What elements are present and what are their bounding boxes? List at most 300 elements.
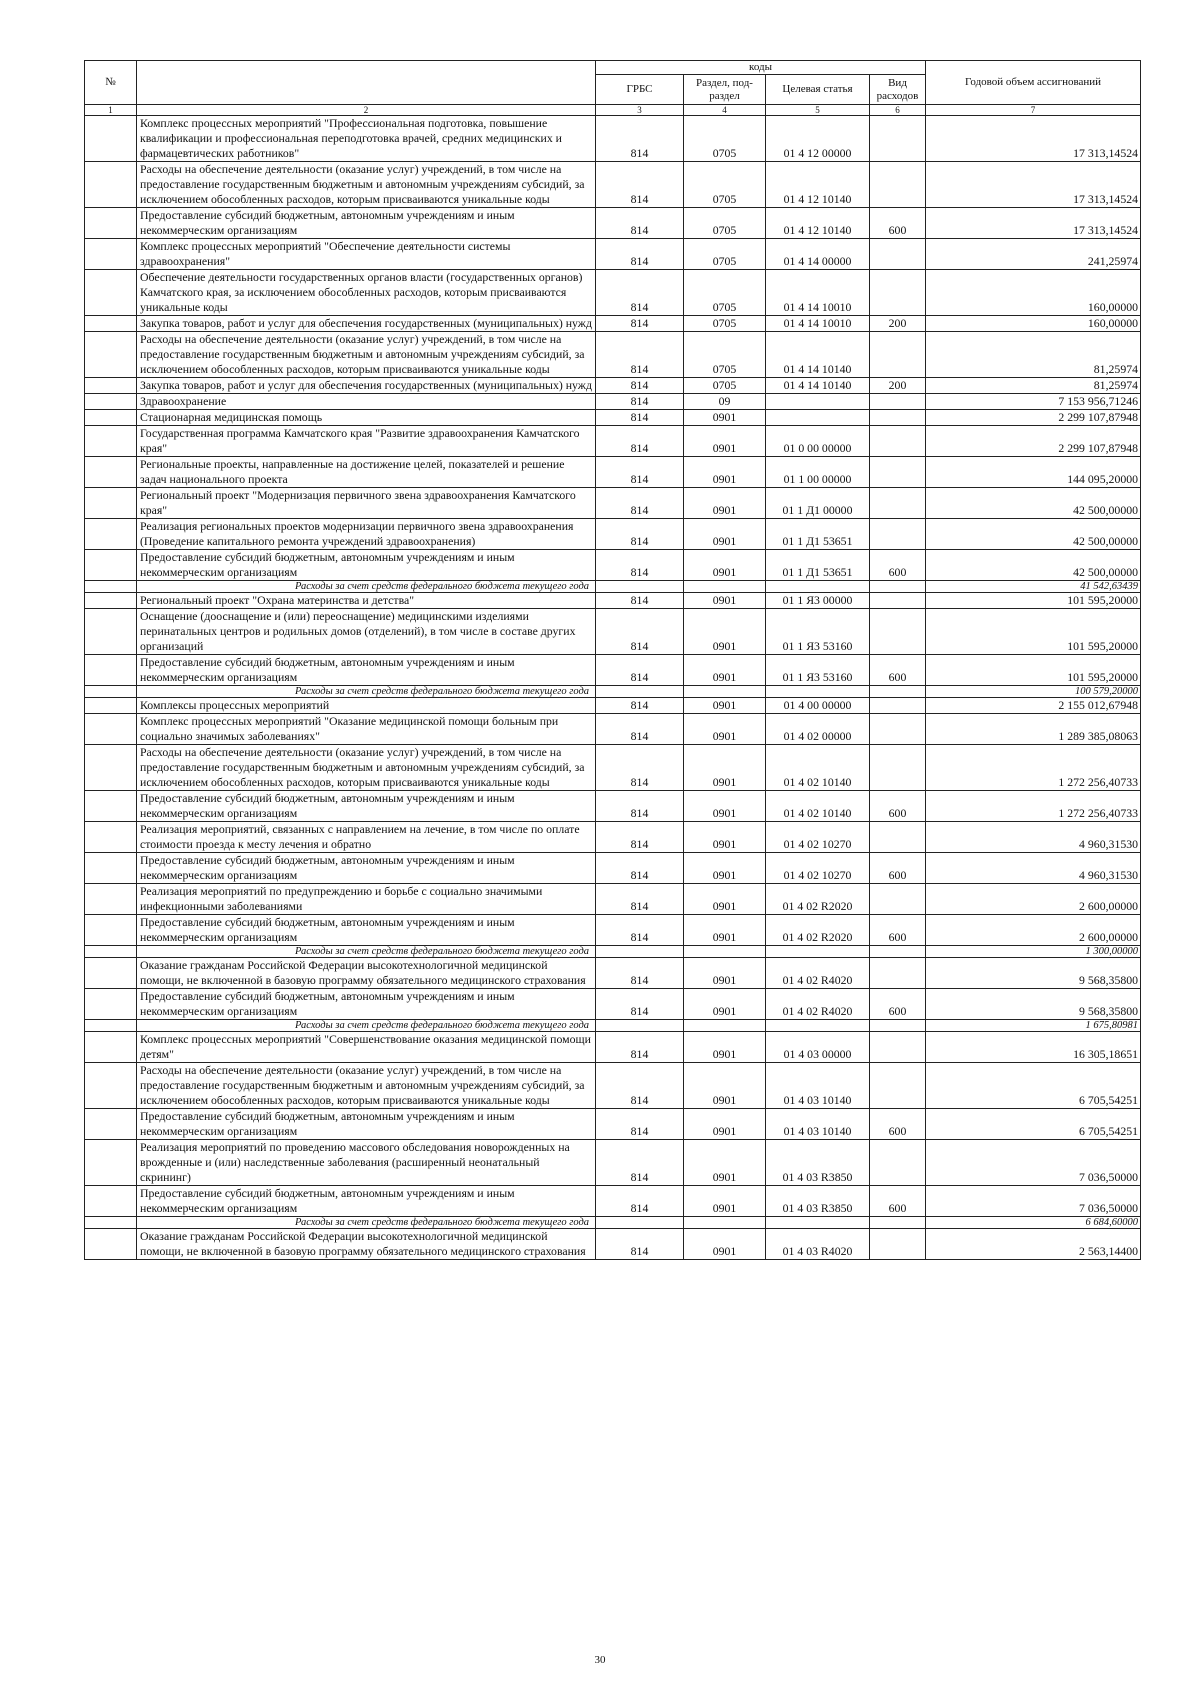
- row-target: 01 1 Д1 00000: [766, 488, 870, 519]
- row-section: [684, 1217, 766, 1229]
- table-row: [85, 593, 1141, 609]
- table-row: [85, 745, 1141, 791]
- row-amount: 9 568,35800: [926, 989, 1141, 1020]
- header-no: №: [85, 61, 137, 105]
- row-amount: 42 500,00000: [926, 488, 1141, 519]
- row-exp-type: 200: [870, 316, 926, 332]
- row-amount: 101 595,20000: [926, 593, 1141, 609]
- row-section: 0705: [684, 162, 766, 208]
- row-section: 0901: [684, 488, 766, 519]
- row-number: [85, 116, 137, 162]
- row-exp-type: 600: [870, 655, 926, 686]
- row-number: [85, 1140, 137, 1186]
- row-name: Предоставление субсидий бюджетным, автономным учреждениям и иным некоммерческим организациям: [137, 989, 596, 1020]
- row-section: 0901: [684, 1063, 766, 1109]
- row-target: 01 4 12 10140: [766, 162, 870, 208]
- row-name: Предоставление субсидий бюджетным, автономным учреждениям и иным некоммерческим организациям: [137, 550, 596, 581]
- table-row: [85, 884, 1141, 915]
- row-target: 01 4 02 10270: [766, 853, 870, 884]
- row-section: 09: [684, 394, 766, 410]
- row-name: Расходы за счет средств федерального бюджета текущего года: [137, 1217, 596, 1229]
- row-section: 0901: [684, 958, 766, 989]
- row-target: 01 4 02 00000: [766, 714, 870, 745]
- row-target: 01 4 00 00000: [766, 698, 870, 714]
- row-number: [85, 1186, 137, 1217]
- row-name: Реализация мероприятий, связанных с направлением на лечение, в том числе по оплате стоимости проезда к месту лечения и обратно: [137, 822, 596, 853]
- row-name: Предоставление субсидий бюджетным, автономным учреждениям и иным некоммерческим организациям: [137, 915, 596, 946]
- row-grbs: 814: [596, 884, 684, 915]
- row-amount: 7 153 956,71246: [926, 394, 1141, 410]
- row-name: Государственная программа Камчатского края "Развитие здравоохранения Камчатского края": [137, 426, 596, 457]
- row-number: [85, 958, 137, 989]
- row-amount: 9 568,35800: [926, 958, 1141, 989]
- row-section: 0901: [684, 593, 766, 609]
- row-number: [85, 686, 137, 698]
- row-number: [85, 519, 137, 550]
- row-name: Расходы на обеспечение деятельности (оказание услуг) учреждений, в том числе на предоставление государственным бюджетным и автономным учреждениям субсидий, за исключением обособленных расходов, которым присваиваются уникальные коды: [137, 162, 596, 208]
- row-exp-type: 200: [870, 378, 926, 394]
- row-number: [85, 1217, 137, 1229]
- table-row: [85, 1140, 1141, 1186]
- header-volume: Годовой объем ассигнований: [926, 61, 1141, 105]
- row-name: Предоставление субсидий бюджетным, автономным учреждениям и иным некоммерческим организациям: [137, 853, 596, 884]
- row-target: 01 1 Д1 53651: [766, 519, 870, 550]
- row-number: [85, 915, 137, 946]
- row-name: Предоставление субсидий бюджетным, автономным учреждениям и иным некоммерческим организациям: [137, 1109, 596, 1140]
- row-section: 0901: [684, 884, 766, 915]
- row-target: 01 4 14 10010: [766, 316, 870, 332]
- row-exp-type: [870, 745, 926, 791]
- row-target: 01 4 03 R4020: [766, 1229, 870, 1260]
- row-target: 01 4 14 10010: [766, 270, 870, 316]
- row-target: 01 4 03 10140: [766, 1109, 870, 1140]
- row-name: Расходы на обеспечение деятельности (оказание услуг) учреждений, в том числе на предоставление государственным бюджетным и автономным учреждениям субсидий, за исключением обособленных расходов, которым присваиваются уникальные коды: [137, 332, 596, 378]
- table-row: [85, 1186, 1141, 1217]
- table-row: [85, 609, 1141, 655]
- row-target: 01 1 00 00000: [766, 457, 870, 488]
- row-name: Региональный проект "Охрана материнства и детства": [137, 593, 596, 609]
- row-target: 01 4 02 10270: [766, 822, 870, 853]
- row-exp-type: [870, 946, 926, 958]
- row-section: 0901: [684, 1186, 766, 1217]
- row-section: 0705: [684, 332, 766, 378]
- row-amount: 4 960,31530: [926, 853, 1141, 884]
- row-target: 01 1 Я3 00000: [766, 593, 870, 609]
- row-name: Реализация мероприятий по проведению массового обследования новорожденных на врожденные и (или) наследственные заболевания (расширенный неонатальный скрининг): [137, 1140, 596, 1186]
- row-exp-type: [870, 822, 926, 853]
- row-exp-type: [870, 410, 926, 426]
- table-row: [85, 791, 1141, 822]
- row-exp-type: [870, 1140, 926, 1186]
- row-name: Предоставление субсидий бюджетным, автономным учреждениям и иным некоммерческим организациям: [137, 208, 596, 239]
- row-grbs: 814: [596, 550, 684, 581]
- row-target: 01 0 00 00000: [766, 426, 870, 457]
- col-number: 3: [596, 105, 684, 116]
- table-row: [85, 989, 1141, 1020]
- row-target: 01 1 Я3 53160: [766, 655, 870, 686]
- row-section: [684, 1020, 766, 1032]
- row-number: [85, 270, 137, 316]
- row-number: [85, 581, 137, 593]
- table-row: [85, 270, 1141, 316]
- row-amount: 2 299 107,87948: [926, 426, 1141, 457]
- row-grbs: 814: [596, 488, 684, 519]
- row-exp-type: [870, 698, 926, 714]
- row-amount: 101 595,20000: [926, 609, 1141, 655]
- table-row: [85, 488, 1141, 519]
- row-section: 0901: [684, 457, 766, 488]
- row-exp-type: [870, 116, 926, 162]
- row-amount: 16 305,18651: [926, 1032, 1141, 1063]
- row-number: [85, 698, 137, 714]
- row-section: 0705: [684, 208, 766, 239]
- row-section: 0705: [684, 116, 766, 162]
- row-grbs: 814: [596, 698, 684, 714]
- row-target: 01 4 02 R2020: [766, 915, 870, 946]
- row-exp-type: [870, 958, 926, 989]
- table-row: [85, 1032, 1141, 1063]
- col-number: 5: [766, 105, 870, 116]
- row-grbs: 814: [596, 316, 684, 332]
- row-exp-type: 600: [870, 853, 926, 884]
- row-amount: 2 299 107,87948: [926, 410, 1141, 426]
- row-amount: 2 600,00000: [926, 884, 1141, 915]
- row-exp-type: [870, 1020, 926, 1032]
- row-exp-type: 600: [870, 1109, 926, 1140]
- row-exp-type: [870, 1217, 926, 1229]
- row-number: [85, 1109, 137, 1140]
- row-number: [85, 1032, 137, 1063]
- table-body: [85, 116, 1141, 1260]
- row-section: 0901: [684, 410, 766, 426]
- row-number: [85, 609, 137, 655]
- row-section: 0705: [684, 270, 766, 316]
- table-row: [85, 698, 1141, 714]
- row-target: 01 4 03 00000: [766, 1032, 870, 1063]
- row-name: Комплексы процессных мероприятий: [137, 698, 596, 714]
- federal-funds-row: [85, 686, 1141, 698]
- row-target: [766, 410, 870, 426]
- row-grbs: 814: [596, 1229, 684, 1260]
- row-exp-type: [870, 457, 926, 488]
- row-number: [85, 822, 137, 853]
- row-section: 0901: [684, 550, 766, 581]
- row-amount: 101 595,20000: [926, 655, 1141, 686]
- row-name: Предоставление субсидий бюджетным, автономным учреждениям и иным некоммерческим организациям: [137, 791, 596, 822]
- row-target: [766, 394, 870, 410]
- row-name: Здравоохранение: [137, 394, 596, 410]
- col-number: 2: [137, 105, 596, 116]
- row-grbs: 814: [596, 989, 684, 1020]
- row-section: 0901: [684, 822, 766, 853]
- row-target: 01 4 02 10140: [766, 745, 870, 791]
- row-name: Расходы за счет средств федерального бюджета текущего года: [137, 946, 596, 958]
- row-grbs: 814: [596, 791, 684, 822]
- row-exp-type: [870, 581, 926, 593]
- row-section: 0901: [684, 745, 766, 791]
- row-amount: 17 313,14524: [926, 208, 1141, 239]
- row-exp-type: 600: [870, 550, 926, 581]
- row-name: Комплекс процессных мероприятий "Совершенствование оказания медицинской помощи детям": [137, 1032, 596, 1063]
- row-target: 01 4 02 10140: [766, 791, 870, 822]
- row-section: [684, 581, 766, 593]
- row-grbs: 814: [596, 457, 684, 488]
- row-exp-type: 600: [870, 915, 926, 946]
- header-exp-type: Вид расходов: [870, 75, 926, 105]
- row-exp-type: [870, 162, 926, 208]
- row-amount: 42 500,00000: [926, 519, 1141, 550]
- row-target: 01 4 14 10140: [766, 378, 870, 394]
- row-number: [85, 550, 137, 581]
- row-number: [85, 488, 137, 519]
- row-amount: 7 036,50000: [926, 1186, 1141, 1217]
- row-grbs: 814: [596, 239, 684, 270]
- row-target: 01 1 Д1 53651: [766, 550, 870, 581]
- row-exp-type: [870, 686, 926, 698]
- row-name: Закупка товаров, работ и услуг для обеспечения государственных (муниципальных) нужд: [137, 378, 596, 394]
- table-row: [85, 1109, 1141, 1140]
- row-amount: 1 289 385,08063: [926, 714, 1141, 745]
- row-section: [684, 686, 766, 698]
- row-name: Расходы на обеспечение деятельности (оказание услуг) учреждений, в том числе на предоставление государственным бюджетным и автономным учреждениям субсидий, за исключением обособленных расходов, которым присваиваются уникальные коды: [137, 1063, 596, 1109]
- table-row: [85, 714, 1141, 745]
- table-header: [85, 61, 1141, 116]
- header-section: Раздел, под-раздел: [684, 75, 766, 105]
- row-number: [85, 316, 137, 332]
- row-grbs: 814: [596, 1186, 684, 1217]
- row-target: [766, 686, 870, 698]
- col-number: 1: [85, 105, 137, 116]
- row-number: [85, 162, 137, 208]
- row-exp-type: 600: [870, 1186, 926, 1217]
- budget-table: [84, 60, 1141, 1260]
- row-amount: 2 155 012,67948: [926, 698, 1141, 714]
- row-number: [85, 791, 137, 822]
- table-row: [85, 915, 1141, 946]
- row-target: 01 4 14 10140: [766, 332, 870, 378]
- row-grbs: 814: [596, 609, 684, 655]
- header-name: [137, 61, 596, 105]
- row-section: 0901: [684, 853, 766, 884]
- row-grbs: 814: [596, 714, 684, 745]
- row-number: [85, 1063, 137, 1109]
- row-number: [85, 745, 137, 791]
- col-number: 4: [684, 105, 766, 116]
- row-grbs: 814: [596, 745, 684, 791]
- row-exp-type: [870, 519, 926, 550]
- row-number: [85, 239, 137, 270]
- row-target: 01 4 03 R3850: [766, 1186, 870, 1217]
- row-number: [85, 332, 137, 378]
- row-section: 0901: [684, 609, 766, 655]
- row-amount: 1 300,00000: [926, 946, 1141, 958]
- row-grbs: 814: [596, 1032, 684, 1063]
- row-section: 0901: [684, 426, 766, 457]
- row-amount: 17 313,14524: [926, 162, 1141, 208]
- row-name: Региональный проект "Модернизация первичного звена здравоохранения Камчатского края": [137, 488, 596, 519]
- table-row: [85, 426, 1141, 457]
- table-row: [85, 853, 1141, 884]
- row-name: Региональные проекты, направленные на достижение целей, показателей и решение задач национального проекта: [137, 457, 596, 488]
- row-number: [85, 946, 137, 958]
- table-row: [85, 958, 1141, 989]
- row-number: [85, 989, 137, 1020]
- table-row: [85, 116, 1141, 162]
- row-exp-type: 600: [870, 989, 926, 1020]
- row-grbs: 814: [596, 593, 684, 609]
- row-grbs: 814: [596, 208, 684, 239]
- row-exp-type: [870, 593, 926, 609]
- table-row: [85, 410, 1141, 426]
- row-target: 01 4 02 R4020: [766, 958, 870, 989]
- row-grbs: 814: [596, 915, 684, 946]
- row-section: 0705: [684, 316, 766, 332]
- header-grbs: ГРБС: [596, 75, 684, 105]
- row-number: [85, 426, 137, 457]
- federal-funds-row: [85, 946, 1141, 958]
- table-row: [85, 394, 1141, 410]
- row-section: 0901: [684, 1140, 766, 1186]
- row-section: 0901: [684, 1032, 766, 1063]
- row-grbs: 814: [596, 519, 684, 550]
- row-amount: 42 500,00000: [926, 550, 1141, 581]
- row-exp-type: [870, 1032, 926, 1063]
- row-target: 01 4 12 00000: [766, 116, 870, 162]
- row-name: Расходы на обеспечение деятельности (оказание услуг) учреждений, в том числе на предоставление государственным бюджетным и автономным учреждениям субсидий, за исключением обособленных расходов, которым присваиваются уникальные коды: [137, 745, 596, 791]
- row-amount: 6 705,54251: [926, 1109, 1141, 1140]
- table-row: [85, 655, 1141, 686]
- row-exp-type: [870, 488, 926, 519]
- row-name: Оказание гражданам Российской Федерации высокотехнологичной медицинской помощи, не включенной в базовую программу обязательного медицинского страхования: [137, 958, 596, 989]
- row-exp-type: [870, 609, 926, 655]
- row-grbs: 814: [596, 332, 684, 378]
- row-amount: 160,00000: [926, 316, 1141, 332]
- row-name: Предоставление субсидий бюджетным, автономным учреждениям и иным некоммерческим организациям: [137, 1186, 596, 1217]
- table-row: [85, 378, 1141, 394]
- row-amount: 7 036,50000: [926, 1140, 1141, 1186]
- row-amount: 17 313,14524: [926, 116, 1141, 162]
- row-exp-type: [870, 1063, 926, 1109]
- row-section: 0901: [684, 655, 766, 686]
- row-number: [85, 884, 137, 915]
- row-amount: 6 684,60000: [926, 1217, 1141, 1229]
- row-target: [766, 1020, 870, 1032]
- row-amount: 144 095,20000: [926, 457, 1141, 488]
- federal-funds-row: [85, 581, 1141, 593]
- table-row: [85, 822, 1141, 853]
- row-grbs: 814: [596, 426, 684, 457]
- row-amount: 2 563,14400: [926, 1229, 1141, 1260]
- row-number: [85, 655, 137, 686]
- row-exp-type: 600: [870, 791, 926, 822]
- row-name: Оснащение (дооснащение и (или) переоснащение) медицинскими изделиями перинатальных центров и родильных домов (отделений), в том числе в составе других организаций: [137, 609, 596, 655]
- row-grbs: 814: [596, 378, 684, 394]
- row-name: Расходы за счет средств федерального бюджета текущего года: [137, 1020, 596, 1032]
- table-row: [85, 239, 1141, 270]
- row-amount: 1 675,80981: [926, 1020, 1141, 1032]
- table-row: [85, 457, 1141, 488]
- row-section: 0901: [684, 714, 766, 745]
- header-codes: коды: [596, 61, 926, 75]
- row-exp-type: [870, 1229, 926, 1260]
- row-number: [85, 378, 137, 394]
- table-row: [85, 550, 1141, 581]
- table-row: [85, 1063, 1141, 1109]
- row-grbs: [596, 686, 684, 698]
- row-section: 0901: [684, 791, 766, 822]
- federal-funds-row: [85, 1020, 1141, 1032]
- row-grbs: 814: [596, 853, 684, 884]
- row-name: Комплекс процессных мероприятий "Профессиональная подготовка, повышение квалификации и профессиональная переподготовка врачей, средних медицинских и фармацевтических работников": [137, 116, 596, 162]
- row-name: Стационарная медицинская помощь: [137, 410, 596, 426]
- row-amount: 241,25974: [926, 239, 1141, 270]
- row-section: [684, 946, 766, 958]
- row-amount: 100 579,20000: [926, 686, 1141, 698]
- row-number: [85, 457, 137, 488]
- row-exp-type: [870, 394, 926, 410]
- row-grbs: [596, 946, 684, 958]
- row-amount: 1 272 256,40733: [926, 745, 1141, 791]
- row-name: Комплекс процессных мероприятий "Оказание медицинской помощи больным при социально значимых заболеваниях": [137, 714, 596, 745]
- row-grbs: 814: [596, 270, 684, 316]
- row-name: Расходы за счет средств федерального бюджета текущего года: [137, 581, 596, 593]
- row-grbs: 814: [596, 116, 684, 162]
- col-number: 7: [926, 105, 1141, 116]
- row-name: Реализация мероприятий по предупреждению и борьбе с социально значимыми инфекционными заболеваниями: [137, 884, 596, 915]
- row-amount: 1 272 256,40733: [926, 791, 1141, 822]
- row-exp-type: [870, 270, 926, 316]
- row-section: 0901: [684, 698, 766, 714]
- page-number: 30: [594, 1654, 606, 1666]
- budget-table-sheet: [84, 60, 1140, 1260]
- row-exp-type: [870, 714, 926, 745]
- row-number: [85, 1229, 137, 1260]
- row-grbs: 814: [596, 1063, 684, 1109]
- row-name: Закупка товаров, работ и услуг для обеспечения государственных (муниципальных) нужд: [137, 316, 596, 332]
- row-target: [766, 581, 870, 593]
- row-grbs: 814: [596, 1109, 684, 1140]
- table-row: [85, 208, 1141, 239]
- row-exp-type: [870, 426, 926, 457]
- row-target: 01 4 03 10140: [766, 1063, 870, 1109]
- row-name: Предоставление субсидий бюджетным, автономным учреждениям и иным некоммерческим организациям: [137, 655, 596, 686]
- table-row: [85, 162, 1141, 208]
- row-target: [766, 946, 870, 958]
- row-exp-type: 600: [870, 208, 926, 239]
- row-amount: 6 705,54251: [926, 1063, 1141, 1109]
- row-grbs: 814: [596, 162, 684, 208]
- row-name: Оказание гражданам Российской Федерации высокотехнологичной медицинской помощи, не включенной в базовую программу обязательного медицинского страхования: [137, 1229, 596, 1260]
- row-amount: 81,25974: [926, 378, 1141, 394]
- row-grbs: 814: [596, 1140, 684, 1186]
- table-row: [85, 519, 1141, 550]
- table-row: [85, 1229, 1141, 1260]
- header-target: Целевая статья: [766, 75, 870, 105]
- row-number: [85, 593, 137, 609]
- row-grbs: 814: [596, 958, 684, 989]
- row-amount: 2 600,00000: [926, 915, 1141, 946]
- row-target: 01 4 02 R2020: [766, 884, 870, 915]
- row-target: 01 4 02 R4020: [766, 989, 870, 1020]
- row-exp-type: [870, 239, 926, 270]
- row-number: [85, 853, 137, 884]
- row-number: [85, 394, 137, 410]
- row-name: Обеспечение деятельности государственных органов власти (государственных органов) Камчатского края, за исключением обособленных расходов, которым присваиваются уникальные коды: [137, 270, 596, 316]
- row-target: 01 1 Я3 53160: [766, 609, 870, 655]
- row-name: Реализация региональных проектов модернизации первичного звена здравоохранения (Проведение капитального ремонта учреждений здравоохранения): [137, 519, 596, 550]
- row-exp-type: [870, 884, 926, 915]
- row-number: [85, 208, 137, 239]
